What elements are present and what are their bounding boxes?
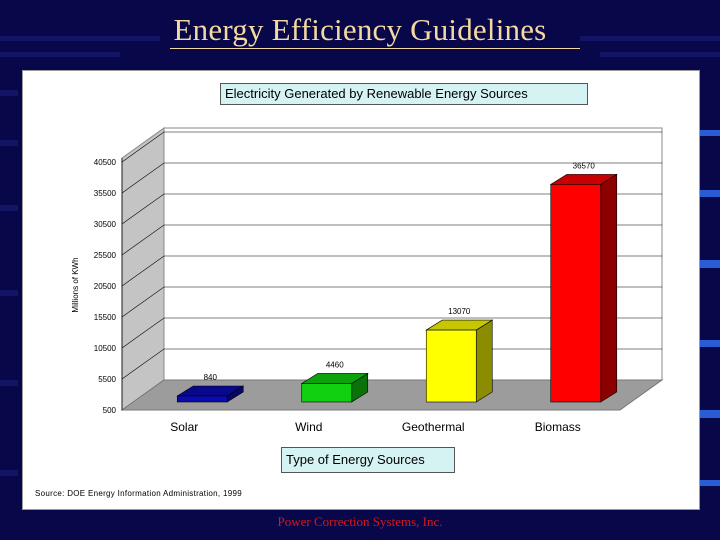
bar-side-biomass: [601, 174, 617, 402]
source-note: Source: DOE Energy Information Administration, 1999: [35, 489, 242, 498]
chart-title: Electricity Generated by Renewable Energy Sources: [220, 83, 588, 105]
data-label: 4460: [325, 360, 344, 370]
y-tick-label: 30500: [93, 220, 116, 229]
x-tick-label: Wind: [295, 420, 323, 434]
data-label: 13070: [448, 307, 471, 317]
data-label: 840: [203, 373, 217, 382]
bar-geothermal: [426, 330, 476, 402]
y-tick-label: 5500: [98, 375, 116, 384]
x-axis-title: Type of Energy Sources: [281, 447, 455, 473]
y-tick-label: 10500: [93, 344, 116, 353]
y-tick-label: 500: [102, 406, 116, 415]
footer-company: Power Correction Systems, Inc.: [277, 514, 443, 529]
data-label: 36570: [572, 161, 595, 171]
bar-biomass: [551, 184, 601, 402]
y-tick-label: 35500: [93, 189, 116, 198]
x-tick-label: Solar: [170, 420, 199, 434]
x-tick-label: Geothermal: [401, 420, 465, 434]
y-tick-label: 25500: [93, 251, 116, 260]
y-axis-title: Millions of KWh: [71, 257, 80, 313]
y-tick-label: 40500: [93, 158, 116, 167]
bar-wind: [302, 383, 352, 402]
y-tick-label: 15500: [93, 313, 116, 322]
bar-side-geothermal: [476, 320, 492, 402]
bar-solar: [177, 396, 227, 402]
y-tick-label: 20500: [93, 282, 116, 291]
plot-side-wall: [122, 128, 164, 410]
slide-title: Energy Efficiency Guidelines: [173, 12, 547, 47]
x-tick-label: Biomass: [534, 420, 581, 434]
